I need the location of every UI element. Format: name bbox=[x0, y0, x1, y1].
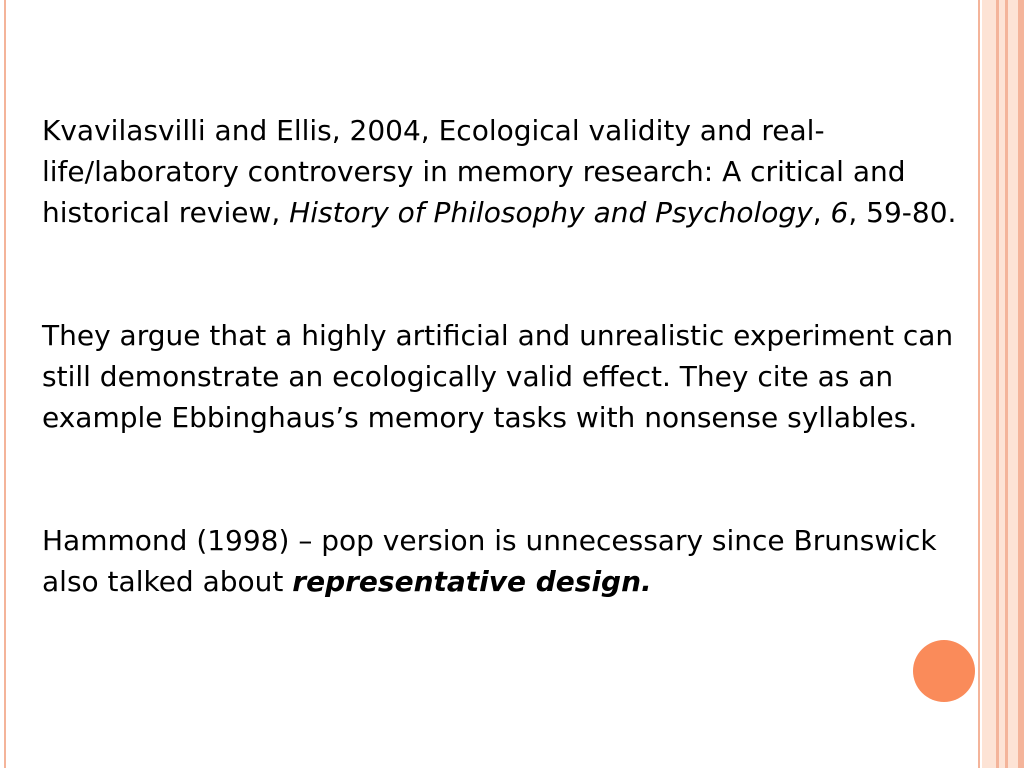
citation-paragraph bbox=[42, 110, 977, 233]
journal-pages: , 59-80. bbox=[848, 196, 957, 229]
stripe bbox=[1018, 0, 1024, 768]
stripe bbox=[1008, 0, 1018, 768]
stripe bbox=[978, 0, 980, 768]
argument-paragraph: They argue that a highly artificial and unrealistic experiment can still demonstrate an ecologically valid effect. They cite as an example Ebbinghaus’s memory tasks with nonsense syllables. bbox=[42, 319, 954, 434]
right-decorative-stripes bbox=[978, 0, 1024, 768]
hammond-paragraph bbox=[42, 520, 977, 602]
slide-body bbox=[42, 110, 977, 602]
journal-title: History of Philosophy and Psychology bbox=[289, 196, 813, 229]
accent-circle bbox=[913, 640, 975, 702]
citation-text: Kvavilasvilli and Ellis, 2004, Ecological validity and real-life/laboratory controversy in memory research: A critical and historical review, bbox=[42, 114, 906, 229]
journal-volume: 6 bbox=[830, 196, 849, 229]
left-border-line bbox=[4, 0, 6, 768]
representative-design-emphasis: representative design. bbox=[292, 565, 652, 598]
stripe bbox=[982, 0, 996, 768]
citation-separator: , bbox=[812, 196, 831, 229]
hammond-text: Hammond (1998) – pop version is unnecessary since Brunswick also talked about bbox=[42, 524, 937, 598]
